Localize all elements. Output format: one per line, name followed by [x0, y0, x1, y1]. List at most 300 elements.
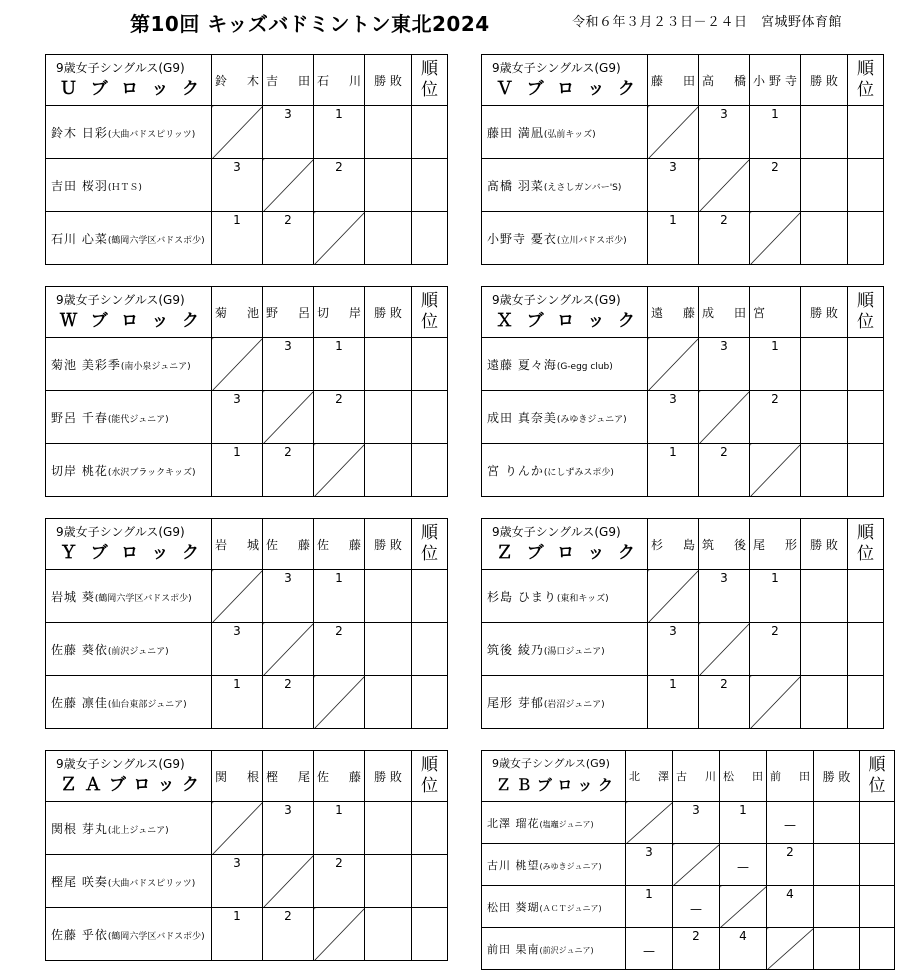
score-cell: [648, 159, 699, 212]
win-loss-cell: [365, 855, 412, 908]
player-name: 前田 果南: [487, 942, 540, 956]
score-cell: [263, 570, 314, 623]
diagonal-cell: [626, 802, 673, 844]
player-cell: [482, 444, 648, 497]
diagonal-cell: [648, 106, 699, 159]
no-match-dash: —: [643, 943, 655, 958]
score-value: 3: [645, 845, 653, 859]
player-name: 北澤 瑠花: [487, 816, 540, 830]
block-table: [45, 750, 448, 961]
win-loss-cell: [801, 106, 848, 159]
column-header-name: 前田: [767, 751, 814, 802]
table-row: [46, 855, 448, 908]
score-cell: [263, 106, 314, 159]
player-name: 菊池 美彩季: [51, 357, 121, 372]
player-name: 佐藤 葵依: [51, 642, 108, 657]
win-loss-cell: [814, 886, 860, 928]
rank-header: [848, 55, 884, 106]
player-club: (ＡＣＴジュニア): [539, 903, 602, 913]
player-name: 尾形 芽郁: [487, 695, 544, 710]
score-cell: [314, 570, 365, 623]
diagonal-cell: [767, 928, 814, 970]
score-value: 1: [669, 213, 677, 227]
score-cell: [750, 338, 801, 391]
rank-header: [412, 55, 448, 106]
score-value: 1: [669, 445, 677, 459]
rank-cell: [860, 886, 895, 928]
score-cell: [699, 444, 750, 497]
player-cell: [46, 106, 212, 159]
player-club: (鶴岡六学区バドスポ少): [94, 593, 192, 604]
score-cell: [212, 444, 263, 497]
diagonal-cell: [212, 106, 263, 159]
player-cell: [482, 802, 626, 844]
win-loss-header: 勝 敗: [801, 519, 848, 570]
table-row: [482, 570, 884, 623]
table-row: [46, 338, 448, 391]
win-loss-cell: [801, 212, 848, 265]
block-header: [46, 55, 212, 106]
player-club: (鶴岡六学区バドスポ少): [107, 235, 205, 246]
score-cell: [648, 391, 699, 444]
player-club: (前沢ジュニア): [107, 646, 169, 657]
score-value: 1: [771, 571, 779, 585]
block-table: [45, 518, 448, 729]
player-cell: [482, 886, 626, 928]
column-header-name: 北澤: [626, 751, 673, 802]
player-cell: [482, 844, 626, 886]
player-club: (大曲バドスピリッツ): [107, 878, 196, 889]
score-cell: [212, 623, 263, 676]
rank-cell: [412, 106, 448, 159]
rank-cell: [860, 844, 895, 886]
rank-label-1: 順: [857, 523, 874, 543]
rank-label-2: 位: [857, 544, 874, 564]
score-value: 2: [720, 677, 728, 691]
player-club: (岩沼ジュニア): [543, 699, 605, 710]
win-loss-cell: [365, 570, 412, 623]
score-cell: [314, 159, 365, 212]
table-row: [482, 886, 895, 928]
player-cell: [482, 338, 648, 391]
score-value: 1: [335, 803, 343, 817]
diagonal-cell: [212, 802, 263, 855]
player-cell: [482, 212, 648, 265]
block-table: [481, 54, 884, 265]
score-value: 2: [335, 392, 343, 406]
player-name: 野呂 千春: [51, 410, 108, 425]
score-cell: [212, 855, 263, 908]
rank-cell: [412, 212, 448, 265]
win-loss-cell: [365, 908, 412, 961]
diagonal-cell: [314, 676, 365, 729]
score-cell: [648, 676, 699, 729]
rank-cell: [848, 338, 884, 391]
player-club: (能代ジュニア): [107, 414, 169, 425]
diagonal-cell: [720, 886, 767, 928]
player-club: (にしずみスポ少): [543, 467, 614, 478]
table-row: [482, 444, 884, 497]
player-cell: [46, 623, 212, 676]
rank-label-2: 位: [857, 80, 874, 100]
column-header-name: 宮: [750, 287, 801, 338]
rank-cell: [412, 676, 448, 729]
player-cell: [46, 908, 212, 961]
win-loss-header: 勝 敗: [365, 287, 412, 338]
diagonal-cell: [314, 908, 365, 961]
event-name: 9歳女子シングルス(G9): [492, 525, 621, 539]
rank-header: [860, 751, 895, 802]
rank-cell: [412, 159, 448, 212]
block-name: Ｖブロック: [496, 79, 635, 99]
rank-cell: [412, 391, 448, 444]
player-cell: [46, 802, 212, 855]
rank-cell: [412, 855, 448, 908]
block-header: [482, 287, 648, 338]
rank-label-1: 順: [857, 59, 874, 79]
player-club: (鶴岡六学区バドスポ少): [107, 931, 205, 942]
score-value: 3: [669, 392, 677, 406]
player-club: (南小泉ジュニア): [120, 361, 191, 372]
player-name: 佐藤 凛佳: [51, 695, 108, 710]
win-loss-cell: [365, 676, 412, 729]
player-name: 関根 芽丸: [51, 821, 108, 836]
diagonal-cell: [263, 855, 314, 908]
rank-header: [848, 519, 884, 570]
block-header: [46, 751, 212, 802]
rank-cell: [412, 338, 448, 391]
score-value: 3: [233, 160, 241, 174]
column-header-name: 小野寺: [750, 55, 801, 106]
score-cell: [750, 623, 801, 676]
score-cell: [750, 159, 801, 212]
player-name: 成田 真奈美: [487, 410, 557, 425]
rank-cell: [848, 212, 884, 265]
rank-cell: [848, 623, 884, 676]
player-cell: [46, 338, 212, 391]
table-row: [482, 928, 895, 970]
rank-cell: [412, 802, 448, 855]
diagonal-cell: [212, 338, 263, 391]
player-cell: [482, 570, 648, 623]
score-cell: [750, 570, 801, 623]
block-table: [45, 54, 448, 265]
player-club: (ＨＴＳ): [107, 182, 142, 193]
player-name: 髙橋 羽菜: [487, 178, 544, 193]
event-name: 9歳女子シングルス(G9): [56, 525, 185, 539]
block-name: Ｚブロック: [496, 543, 635, 563]
player-cell: [482, 106, 648, 159]
rank-label-1: 順: [421, 291, 438, 311]
player-name: 佐藤 乎依: [51, 927, 108, 942]
table-row: [482, 159, 884, 212]
score-value: 2: [335, 856, 343, 870]
score-value: 1: [335, 571, 343, 585]
table-row: [482, 802, 895, 844]
score-cell: [314, 391, 365, 444]
score-cell: [767, 844, 814, 886]
block-table: [481, 286, 884, 497]
score-value: 1: [233, 445, 241, 459]
score-value: 1: [335, 107, 343, 121]
block-name: Ｕブロック: [60, 79, 199, 99]
win-loss-header: 勝 敗: [801, 55, 848, 106]
page-title: 第10回 キッズバドミントン東北2024: [130, 12, 490, 36]
rank-label-1: 順: [421, 59, 438, 79]
diagonal-cell: [648, 570, 699, 623]
win-loss-cell: [365, 106, 412, 159]
score-value: 1: [739, 803, 747, 817]
player-club: (水沢ブラックキッズ): [107, 467, 196, 478]
event-name: 9歳女子シングルス(G9): [56, 293, 185, 307]
score-cell: [212, 212, 263, 265]
player-cell: [46, 391, 212, 444]
score-value: 4: [739, 929, 747, 943]
block-name: ＺＡブロック: [60, 775, 199, 795]
column-header-name: 菊池: [212, 287, 263, 338]
player-name: 小野寺 憂衣: [487, 231, 557, 246]
score-cell: [648, 623, 699, 676]
player-name: 切岸 桃花: [51, 463, 108, 478]
score-cell: [673, 886, 720, 928]
score-value: 3: [720, 339, 728, 353]
table-row: [482, 106, 884, 159]
score-cell: [699, 212, 750, 265]
player-name: 樫尾 咲奏: [51, 874, 108, 889]
player-name: 古川 桃望: [487, 858, 540, 872]
score-cell: [263, 338, 314, 391]
win-loss-cell: [365, 212, 412, 265]
player-club: (塩竈ジュニア): [539, 819, 594, 829]
table-row: [482, 391, 884, 444]
score-value: 3: [669, 160, 677, 174]
column-header-name: 佐藤: [314, 519, 365, 570]
score-value: 2: [786, 845, 794, 859]
rank-cell: [848, 444, 884, 497]
score-cell: [314, 106, 365, 159]
diagonal-cell: [699, 159, 750, 212]
score-cell: [626, 928, 673, 970]
column-header-name: 切岸: [314, 287, 365, 338]
column-header-name: 関根: [212, 751, 263, 802]
player-cell: [482, 391, 648, 444]
column-header-name: 岩城: [212, 519, 263, 570]
block-name: Ｙブロック: [60, 543, 199, 563]
score-value: 2: [284, 445, 292, 459]
table-row: [46, 159, 448, 212]
column-header-name: 野呂: [263, 287, 314, 338]
rank-label-1: 順: [421, 523, 438, 543]
player-name: 松田 葵瑚: [487, 900, 540, 914]
table-row: [46, 391, 448, 444]
block-name: Ｘブロック: [496, 311, 635, 331]
player-name: 石川 心菜: [51, 231, 108, 246]
diagonal-cell: [750, 444, 801, 497]
score-value: 3: [284, 803, 292, 817]
rank-cell: [412, 908, 448, 961]
rank-header: [412, 287, 448, 338]
score-cell: [212, 391, 263, 444]
column-header-name: 成田: [699, 287, 750, 338]
score-value: 1: [669, 677, 677, 691]
score-cell: [673, 802, 720, 844]
score-value: 4: [786, 887, 794, 901]
score-value: 2: [720, 213, 728, 227]
diagonal-cell: [699, 391, 750, 444]
score-cell: [648, 444, 699, 497]
column-header-name: 杉島: [648, 519, 699, 570]
win-loss-cell: [801, 623, 848, 676]
score-value: 1: [771, 339, 779, 353]
score-cell: [673, 928, 720, 970]
rank-label-2: 位: [421, 312, 438, 332]
block-table: [481, 518, 884, 729]
rank-label-1: 順: [868, 755, 886, 775]
no-match-dash: —: [784, 817, 796, 832]
player-name: 杉島 ひまり: [487, 589, 557, 604]
player-club: (湯口ジュニア): [543, 646, 605, 657]
score-value: 3: [720, 571, 728, 585]
block-header: [482, 751, 626, 802]
player-name: 藤田 満凪: [487, 125, 544, 140]
win-loss-cell: [365, 623, 412, 676]
rank-header: [412, 751, 448, 802]
score-value: 2: [284, 909, 292, 923]
diagonal-cell: [648, 338, 699, 391]
player-cell: [482, 676, 648, 729]
player-name: 遠藤 夏々海: [487, 357, 557, 372]
score-cell: [699, 338, 750, 391]
diagonal-cell: [750, 212, 801, 265]
win-loss-cell: [365, 444, 412, 497]
win-loss-cell: [801, 676, 848, 729]
score-cell: [263, 802, 314, 855]
score-value: 1: [233, 213, 241, 227]
table-row: [46, 802, 448, 855]
player-cell: [46, 444, 212, 497]
score-cell: [720, 844, 767, 886]
player-club: (前沢ジュニア): [539, 945, 594, 955]
win-loss-cell: [801, 570, 848, 623]
column-header-name: 佐藤: [263, 519, 314, 570]
win-loss-header: 勝 敗: [365, 55, 412, 106]
player-cell: [46, 676, 212, 729]
score-cell: [750, 391, 801, 444]
block-table: [45, 286, 448, 497]
rank-label-1: 順: [857, 291, 874, 311]
win-loss-cell: [365, 338, 412, 391]
rank-label-2: 位: [421, 80, 438, 100]
player-cell: [482, 159, 648, 212]
rank-cell: [848, 676, 884, 729]
block-header: [46, 519, 212, 570]
rank-cell: [848, 570, 884, 623]
win-loss-cell: [365, 802, 412, 855]
rank-label-1: 順: [421, 755, 438, 775]
player-club: (仙台東部ジュニア): [107, 699, 187, 710]
rank-cell: [848, 159, 884, 212]
table-row: [46, 570, 448, 623]
player-name: 宮 りんか: [487, 463, 544, 478]
rank-label-2: 位: [421, 544, 438, 564]
event-date-venue: 令和６年３月２３日－２４日 宮城野体育館: [572, 15, 843, 30]
score-value: 3: [233, 392, 241, 406]
player-club: (みゆきジュニア): [539, 861, 602, 871]
player-cell: [46, 212, 212, 265]
score-value: 3: [692, 803, 700, 817]
table-row: [482, 844, 895, 886]
score-value: 2: [335, 160, 343, 174]
score-value: 2: [692, 929, 700, 943]
score-cell: [314, 855, 365, 908]
score-value: 2: [771, 160, 779, 174]
score-cell: [626, 844, 673, 886]
win-loss-header: 勝 敗: [365, 519, 412, 570]
player-club: (北上ジュニア): [107, 825, 169, 836]
score-cell: [699, 106, 750, 159]
win-loss-header: 勝 敗: [814, 751, 860, 802]
score-value: 2: [284, 213, 292, 227]
event-name: 9歳女子シングルス(G9): [56, 61, 185, 75]
player-club: (立川バドスポ少): [556, 235, 627, 246]
rank-cell: [412, 444, 448, 497]
rank-cell: [848, 106, 884, 159]
score-value: 3: [284, 107, 292, 121]
table-row: [46, 106, 448, 159]
player-name: 岩城 葵: [51, 589, 95, 604]
win-loss-cell: [814, 928, 860, 970]
score-value: 2: [771, 392, 779, 406]
table-row: [482, 623, 884, 676]
score-value: 3: [233, 624, 241, 638]
table-row: [482, 676, 884, 729]
block-table: [481, 750, 895, 970]
score-value: 3: [669, 624, 677, 638]
score-value: 3: [284, 571, 292, 585]
score-value: 1: [233, 909, 241, 923]
column-header-name: 古川: [673, 751, 720, 802]
score-cell: [314, 338, 365, 391]
diagonal-cell: [263, 391, 314, 444]
score-value: 1: [335, 339, 343, 353]
table-row: [46, 444, 448, 497]
score-cell: [767, 886, 814, 928]
event-name: 9歳女子シングルス(G9): [492, 757, 610, 770]
score-value: 3: [720, 107, 728, 121]
rank-cell: [848, 391, 884, 444]
player-cell: [482, 928, 626, 970]
score-cell: [263, 212, 314, 265]
score-value: 3: [284, 339, 292, 353]
win-loss-cell: [801, 391, 848, 444]
block-name: ＺＢブロック: [496, 776, 613, 794]
rank-cell: [860, 802, 895, 844]
column-header-name: 松田: [720, 751, 767, 802]
win-loss-cell: [365, 391, 412, 444]
score-cell: [314, 802, 365, 855]
diagonal-cell: [263, 623, 314, 676]
score-cell: [263, 676, 314, 729]
score-cell: [720, 802, 767, 844]
score-value: 1: [645, 887, 653, 901]
score-value: 2: [284, 677, 292, 691]
column-header-name: 樫尾: [263, 751, 314, 802]
win-loss-header: 勝 敗: [801, 287, 848, 338]
table-row: [482, 338, 884, 391]
event-name: 9歳女子シングルス(G9): [56, 757, 185, 771]
score-value: 3: [233, 856, 241, 870]
rank-cell: [412, 623, 448, 676]
